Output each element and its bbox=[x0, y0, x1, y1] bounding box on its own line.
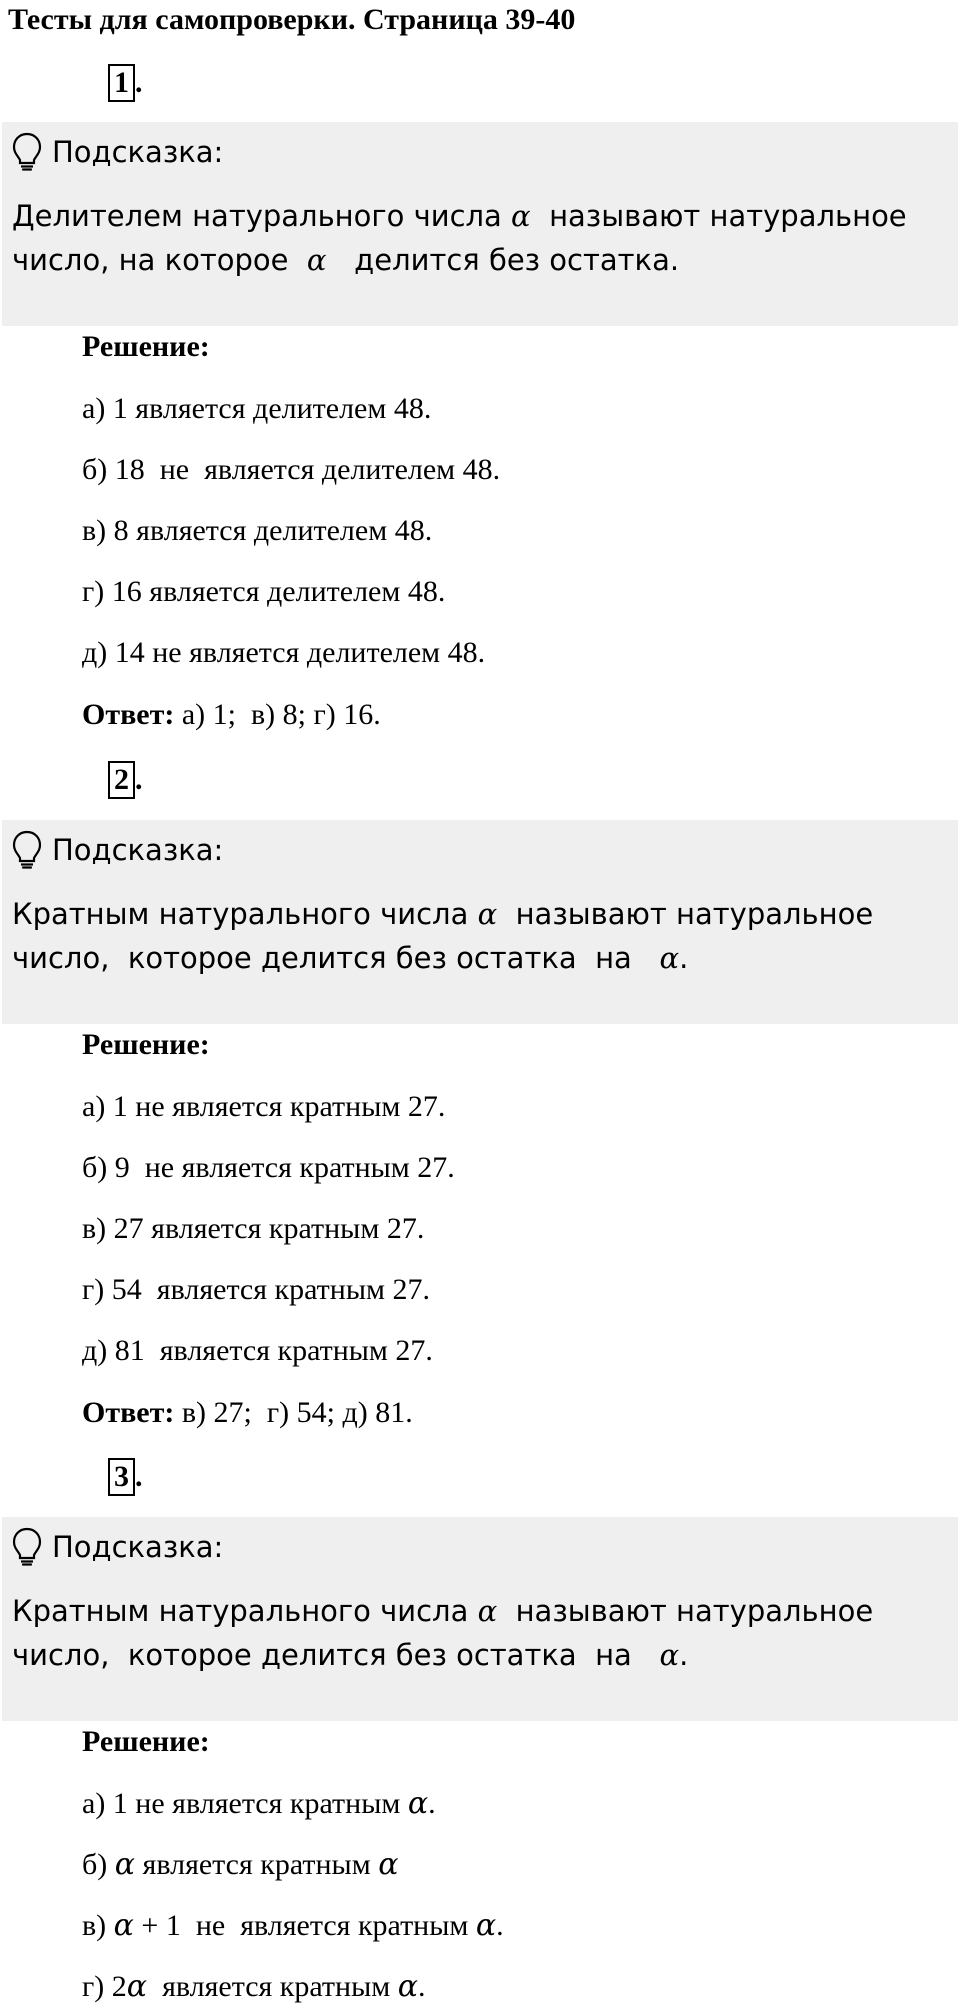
task-number-2: 2 . bbox=[108, 761, 143, 799]
alpha-symbol: α bbox=[477, 897, 498, 931]
solution-line: б) 18 не является делителем 48. bbox=[82, 453, 501, 486]
alpha-symbol: α bbox=[659, 1638, 680, 1672]
solution-heading: Решение: bbox=[82, 1725, 210, 1758]
hint-header bbox=[12, 130, 223, 174]
solution-line: а) 1 является делителем 48. bbox=[82, 392, 432, 425]
hint-text: Кратным натурального числа α называют натуральное число, которое делится без остатка на α. bbox=[12, 897, 874, 975]
solution-heading: Решение: bbox=[82, 1028, 210, 1061]
solution-line: в) α + 1 не является кратным α. bbox=[82, 1908, 504, 1943]
solution-line: д) 81 является кратным 27. bbox=[82, 1334, 433, 1367]
page-title: Тесты для самопроверки. Страница 39-40 bbox=[8, 3, 576, 36]
solution-line: а) 1 не является кратным α. bbox=[82, 1786, 436, 1821]
alpha-symbol: α bbox=[477, 1594, 498, 1628]
task-number-1: 1 . bbox=[108, 64, 143, 102]
solution-line: б) 9 не является кратным 27. bbox=[82, 1151, 455, 1184]
hint-label: Подсказка: bbox=[52, 833, 224, 867]
alpha-symbol: α bbox=[511, 199, 531, 233]
alpha-symbol: α bbox=[306, 243, 327, 277]
solution-line: в) 27 является кратным 27. bbox=[82, 1212, 425, 1245]
lightbulb-icon bbox=[12, 1527, 42, 1567]
hint-box-3 bbox=[2, 1517, 958, 1721]
solution-line: а) 1 не является кратным 27. bbox=[82, 1090, 446, 1123]
hint-header bbox=[12, 828, 223, 872]
alpha-symbol: α bbox=[397, 1969, 418, 2004]
solution-line: в) 8 является делителем 48. bbox=[82, 514, 433, 547]
alpha-symbol: α bbox=[113, 1908, 134, 1943]
hint-header bbox=[12, 1525, 223, 1569]
lightbulb-icon bbox=[12, 132, 42, 172]
answer-line: Ответ: а) 1; в) 8; г) 16. bbox=[82, 698, 381, 731]
hint-box-1 bbox=[2, 122, 958, 326]
solution-line: б) α является кратным α bbox=[82, 1847, 399, 1882]
hint-label: Подсказка: bbox=[52, 1530, 224, 1564]
alpha-symbol: α bbox=[126, 1969, 148, 2004]
alpha-symbol: α bbox=[659, 941, 680, 975]
task-number-3: 3 . bbox=[108, 1458, 143, 1496]
alpha-symbol: α bbox=[475, 1908, 497, 1943]
lightbulb-icon bbox=[12, 830, 42, 870]
alpha-symbol: α bbox=[407, 1786, 429, 1821]
hint-box-2 bbox=[2, 820, 958, 1024]
hint-label: Подсказка: bbox=[52, 135, 224, 169]
answer-line: Ответ: в) 27; г) 54; д) 81. bbox=[82, 1396, 413, 1429]
solution-line: д) 14 не является делителем 48. bbox=[82, 636, 486, 669]
hint-text: Кратным натурального числа α называют натуральное число, которое делится без остатка на α. bbox=[12, 1594, 874, 1672]
solution-line: г) 2α является кратным α. bbox=[82, 1969, 426, 2004]
solution-heading: Решение: bbox=[82, 330, 210, 363]
solution-line: г) 16 является делителем 48. bbox=[82, 575, 446, 608]
alpha-symbol: α bbox=[114, 1847, 136, 1882]
solution-line: г) 54 является кратным 27. bbox=[82, 1273, 430, 1306]
hint-text: Делителем натурального числа α называют натуральное число, на которое α делится без остатка. bbox=[12, 199, 907, 277]
alpha-symbol: α bbox=[378, 1847, 399, 1882]
